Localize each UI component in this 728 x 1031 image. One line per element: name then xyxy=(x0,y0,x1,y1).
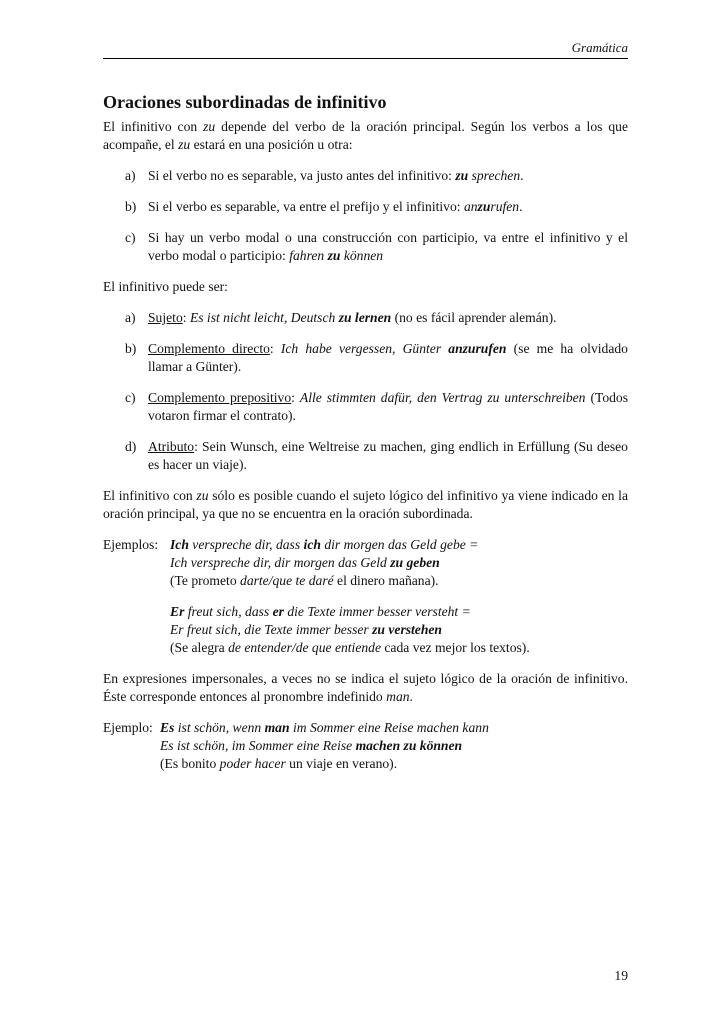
example-text xyxy=(170,536,628,554)
example-line xyxy=(103,554,628,572)
text: Ich verspreche dir, dir morgen das Geld xyxy=(170,555,391,570)
list-item-text xyxy=(148,309,628,327)
spacer xyxy=(103,603,170,621)
text: (Es bonito xyxy=(160,756,220,771)
text: estará en una posición u otra: xyxy=(190,137,353,152)
text: zu verstehen xyxy=(372,622,442,637)
text: Er freut sich, die Texte immer besser xyxy=(170,622,373,637)
spacer xyxy=(103,621,170,639)
list-item-text xyxy=(148,340,628,376)
text: ist schön, wenn xyxy=(174,720,265,735)
list-item xyxy=(103,438,628,474)
text: Si hay un verbo modal o una construcción con participio, va entre el infinitivo y el verbo modal o participio: xyxy=(148,230,628,263)
text: zu xyxy=(196,488,209,503)
text: anzurufen xyxy=(448,341,507,356)
intro-paragraph xyxy=(103,118,628,154)
term-label: Complemento prepositivo xyxy=(148,390,292,405)
page-number: 19 xyxy=(614,968,628,983)
example-line xyxy=(103,621,628,639)
text: zu xyxy=(327,248,341,263)
text: Ich xyxy=(170,537,189,552)
example-line xyxy=(103,639,628,657)
text: verspreche dir, dass xyxy=(188,537,304,552)
list-marker: c) xyxy=(125,390,136,405)
list-item-text xyxy=(148,198,628,216)
position-list xyxy=(103,167,628,265)
spacer xyxy=(103,554,170,572)
text: fahren xyxy=(289,248,328,263)
text: sólo es posible cuando el sujeto lógico del infinitivo ya viene indicado en la oración principal, ya que no se encuentra en la oración subordinada. xyxy=(103,488,628,521)
text: zu xyxy=(178,137,191,152)
list-item xyxy=(103,229,628,265)
text: rufen xyxy=(490,199,520,214)
examples-block xyxy=(103,536,628,590)
list-item-text xyxy=(148,167,628,185)
text: . xyxy=(409,689,413,704)
text: ich xyxy=(303,537,321,552)
list-marker: b) xyxy=(125,341,137,356)
example-line xyxy=(103,755,628,773)
example-block xyxy=(103,719,628,773)
list-item-text xyxy=(148,438,628,474)
text: Er xyxy=(170,604,185,619)
text: Sein Wunsch, eine Weltreise zu machen, ging endlich in Erfüllung (Su deseo es hacer un viaje). xyxy=(148,439,628,472)
text: man xyxy=(386,689,410,704)
text: : xyxy=(291,390,300,405)
example-text xyxy=(170,554,628,572)
function-list xyxy=(103,309,628,474)
list-item xyxy=(103,198,628,216)
example-text xyxy=(170,621,628,639)
text: poder hacer xyxy=(219,756,286,771)
term-label: Sujeto xyxy=(148,310,183,325)
text: un viaje en verano). xyxy=(285,756,398,771)
text: Es ist schön, im Sommer eine Reise xyxy=(160,738,356,753)
text: cada vez mejor los textos). xyxy=(381,640,530,655)
text: sprechen xyxy=(468,168,521,183)
text: depende del verbo de la oración principal. Según los verbos a los que acompañe, el xyxy=(103,119,628,152)
text: zu xyxy=(477,199,491,214)
text: Es ist nicht leicht, Deutsch xyxy=(189,310,339,325)
list-item-text xyxy=(148,389,628,425)
running-header: Gramática xyxy=(571,40,628,55)
text: Si el verbo no es separable, va justo antes del infinitivo: xyxy=(148,168,456,183)
list-item xyxy=(103,309,628,327)
text: zu geben xyxy=(390,555,440,570)
text: : xyxy=(269,341,281,356)
text: el dinero mañana). xyxy=(333,573,439,588)
text: En expresiones impersonales, a veces no se indica el sujeto lógico de la oración de infinitivo. Éste corresponde entonces al pronombre indefinido xyxy=(103,671,628,704)
text: er xyxy=(272,604,284,619)
text: freut sich, dass xyxy=(184,604,273,619)
example-line xyxy=(103,572,628,590)
example-line xyxy=(103,603,628,621)
document-page xyxy=(103,0,628,1031)
text: Es xyxy=(160,720,175,735)
example-line xyxy=(103,737,628,755)
text: . xyxy=(520,168,524,183)
text: de entender/de que entiende xyxy=(228,640,381,655)
text: (Todos votaron firmar el contrato). xyxy=(148,390,629,423)
example-label: Ejemplo: xyxy=(103,720,153,735)
text: man xyxy=(264,720,290,735)
spacer xyxy=(103,755,160,773)
spacer xyxy=(103,639,170,657)
example-translation xyxy=(160,755,628,773)
term-label: Complemento directo xyxy=(148,341,270,356)
list-marker: a) xyxy=(125,310,136,325)
text: dir morgen das Geld gebe = xyxy=(320,537,479,552)
text: El infinitivo con xyxy=(103,488,197,503)
list-item xyxy=(103,340,628,376)
text: zu xyxy=(203,119,216,134)
text: (no es fácil aprender alemán). xyxy=(391,310,557,325)
subject-note-paragraph xyxy=(103,487,628,523)
text: (Se alegra xyxy=(170,640,229,655)
text: machen zu können xyxy=(355,738,463,753)
text: . xyxy=(519,199,523,214)
text: darte/que te daré xyxy=(240,573,334,588)
text: El infinitivo con xyxy=(103,119,204,134)
example-translation xyxy=(170,639,628,657)
text: im Sommer eine Reise machen kann xyxy=(289,720,489,735)
page-content xyxy=(103,91,628,786)
example-line xyxy=(103,536,628,554)
list-marker: d) xyxy=(125,439,137,454)
text: zu lernen xyxy=(338,310,392,325)
text: die Texte immer besser versteht = xyxy=(283,604,471,619)
text: Si el verbo es separable, va entre el prefijo y el infinitivo: xyxy=(148,199,464,214)
list-marker: c) xyxy=(125,230,136,245)
section-heading: Oraciones subordinadas de infinitivo xyxy=(103,92,387,112)
term-label: Atributo xyxy=(148,439,195,454)
spacer xyxy=(103,572,170,590)
example-text xyxy=(170,603,628,621)
examples-label: Ejemplos: xyxy=(103,537,159,552)
text: an xyxy=(463,199,478,214)
example-text xyxy=(160,719,628,737)
list-item xyxy=(103,389,628,425)
list-marker: b) xyxy=(125,199,137,214)
text: (Te prometo xyxy=(170,573,241,588)
text: : xyxy=(194,439,203,454)
examples-block xyxy=(103,603,628,657)
infinitive-can-be: El infinitivo puede ser: xyxy=(103,279,228,294)
example-text xyxy=(160,737,628,755)
text: (se me ha olvidado llamar a Günter). xyxy=(148,341,628,374)
text: Alle stimmten dafür, den Vertrag zu unterschreiben xyxy=(299,390,586,405)
list-marker: a) xyxy=(125,168,136,183)
text: Ich habe vergessen, Günter xyxy=(280,341,449,356)
example-translation xyxy=(170,572,628,590)
spacer xyxy=(103,737,160,755)
list-item xyxy=(103,167,628,185)
example-line xyxy=(103,719,628,737)
text: können xyxy=(340,248,384,263)
header-rule xyxy=(103,58,628,59)
impersonal-note-paragraph xyxy=(103,670,628,706)
text: : xyxy=(182,310,190,325)
list-item-text xyxy=(148,229,628,265)
text: zu xyxy=(455,168,469,183)
